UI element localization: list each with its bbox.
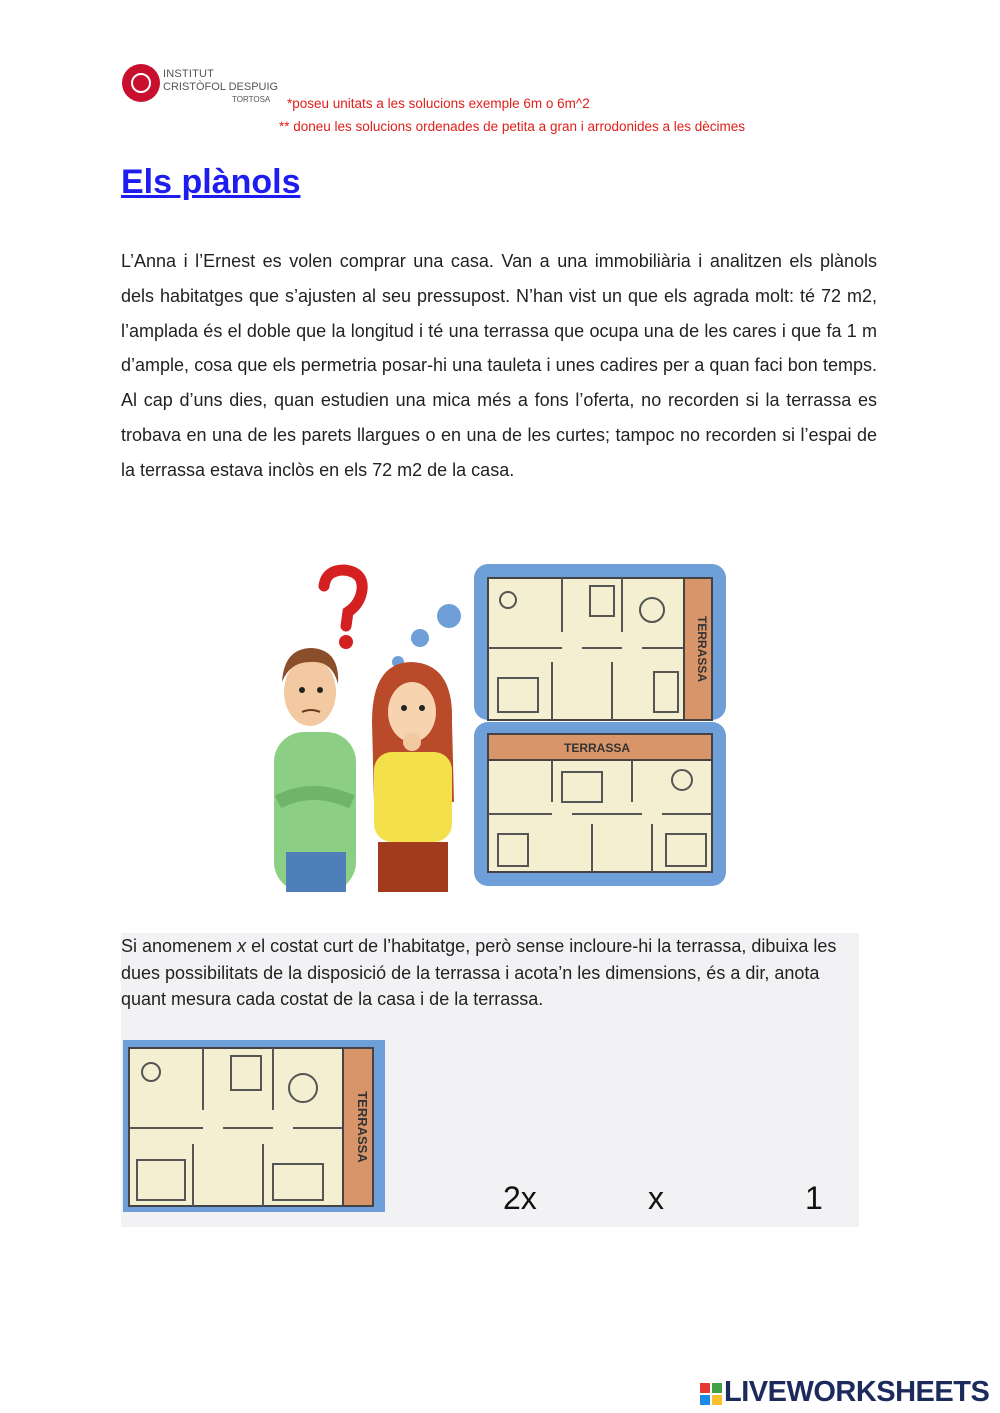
floor-plan-small bbox=[123, 1040, 385, 1212]
school-logo bbox=[122, 62, 282, 108]
logo-line-2: CRISTÒFOL DESPUIG bbox=[163, 81, 279, 93]
instruction-note-units: *poseu unitats a les solucions exemple 6m o 6m^2 bbox=[287, 96, 590, 111]
intro-paragraph: L’Anna i l’Ernest es volen comprar una casa. Van a una immobiliària i analitzen els plànols dels habitatges que s’ajusten al seu pressupost. N’han vist un que els agrada molt: té 72 m2, l’amplada és el doble que la longitud i té una terrassa que ocupa una de les cares i que fa 1 m d’ample, cosa que els permetria posar-hi una tauleta i unes cadires per a quan faci bon temps. Al cap d’uns dies, quan estudien una mica més a fons l’oferta, no recorden si la terrassa es trobava en una de les parets llargues o en una de les curtes; tampoc no recorden si l’espai de la terrassa estava inclòs en els 72 m2 de la casa. bbox=[121, 251, 877, 480]
couple-floor-plans-illustration bbox=[262, 552, 732, 892]
question-text bbox=[121, 933, 841, 1013]
floor-plan-terrace-short-side bbox=[474, 564, 726, 720]
question-part-2: el costat curt de l’habitatge, però sense incloure-hi la terrassa, dibuixa les dues possibilitats de la disposició de la terrassa i acota’n les dimensions, és a dir, anota quant mesura cada costat de la casa i de la terrassa. bbox=[121, 936, 837, 1009]
logo-emblem-icon bbox=[122, 64, 160, 102]
thought-bubble-icon bbox=[411, 629, 429, 647]
liveworksheets-brand bbox=[700, 1376, 1000, 1408]
thought-bubble-icon bbox=[437, 604, 461, 628]
page-title: Els plànols bbox=[121, 163, 301, 201]
man-figure bbox=[274, 648, 356, 892]
woman-figure bbox=[372, 662, 454, 892]
instruction-note-order: ** doneu les solucions ordenades de petita a gran i arrodonides a les dècimes bbox=[279, 119, 746, 134]
label-short-side: x bbox=[648, 1180, 664, 1216]
liveworksheets-logo-icon bbox=[700, 1383, 722, 1405]
brand-text: LIVEWORKSHEETS bbox=[724, 1376, 990, 1408]
label-long-side: 2x bbox=[503, 1180, 537, 1216]
terrace-label: TERRASSA bbox=[355, 1091, 370, 1163]
logo-line-1: INSTITUT bbox=[163, 68, 215, 80]
terrace-label: TERRASSA bbox=[695, 615, 709, 683]
question-variable: x bbox=[237, 936, 247, 956]
question-part-1: Si anomenem bbox=[121, 936, 238, 956]
label-terrace-width: 1 bbox=[805, 1180, 823, 1216]
logo-line-3: TORTOSA bbox=[232, 95, 271, 104]
question-mark-icon bbox=[324, 570, 362, 649]
terrace-label: TERRASSA bbox=[563, 741, 631, 755]
floor-plan-terrace-long-side bbox=[474, 722, 726, 886]
